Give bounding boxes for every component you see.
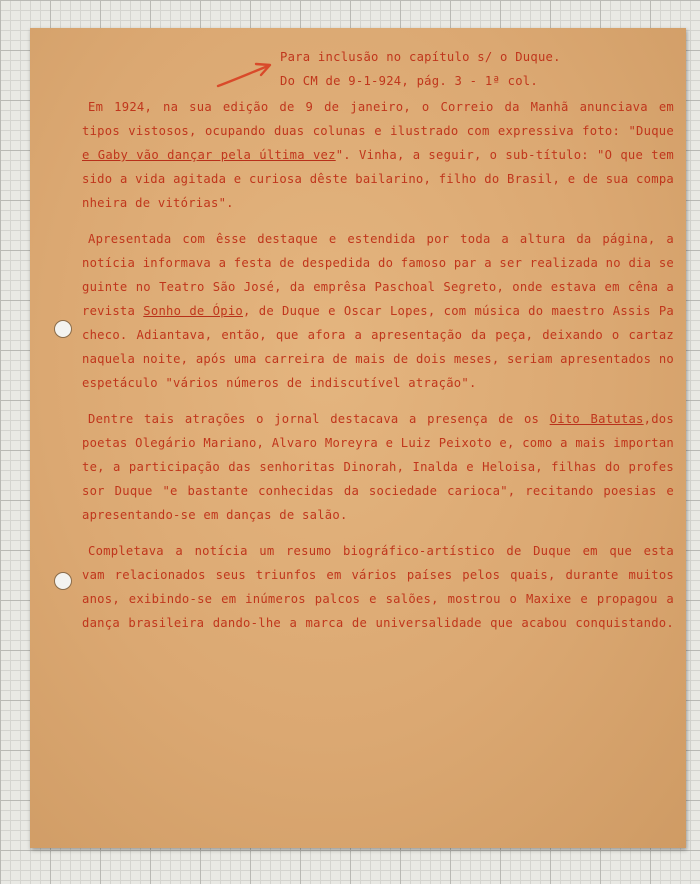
paragraph-4-line: vam relacionados seus triunfos em vários países pelos quais, durante muitos [82, 568, 674, 582]
paragraph-3-line: sor Duque "e bastante conhecidas da sociedade carioca", recitando poesias e [82, 484, 674, 498]
paragraph-3-line: apresentando-se em danças de salão. [82, 508, 348, 522]
paragraph-2-line: Apresentada com êsse destaque e estendida por toda a altura da página, a [88, 232, 674, 246]
paragraph-2-line: checo. Adiantava, então, que afora a apresentação da peça, deixando o cartaz [82, 328, 674, 342]
paragraph-1-line: sido a vida agitada e curiosa dêste bailarino, filho do Brasil, e de sua compa [82, 172, 674, 186]
typed-page [30, 28, 686, 848]
paragraph-3-line: te, a participação das senhoritas Dinorah, Inalda e Heloisa, filhas do profes [82, 460, 674, 474]
paragraph-2-line: guinte no Teatro São José, da emprêsa Paschoal Segreto, onde estava em cêna a [82, 280, 674, 294]
paragraph-2-line: revista Sonho de Ópio, de Duque e Oscar Lopes, com música do maestro Assis Pa [82, 304, 675, 318]
punch-hole [54, 320, 72, 338]
punch-hole [54, 572, 72, 590]
paragraph-3-line: poetas Olegário Mariano, Alvaro Moreyra e Luiz Peixoto e, como a mais importan [82, 436, 674, 450]
paragraph-2-line: notícia informava a festa de despedida do famoso par a ser realizada no dia se [82, 256, 674, 270]
paragraph-4-line: anos, exibindo-se em inúmeros palcos e salões, mostrou o Maxixe e propagou a [82, 592, 674, 606]
paragraph-1-line: nheira de vitórias". [82, 196, 234, 210]
paragraph-2-line: espetáculo "vários números de indiscutível atração". [82, 376, 477, 390]
paragraph-3-line: Dentre tais atrações o jornal destacava a presença de os Oito Batutas,dos [88, 412, 674, 426]
show-title: Sonho de Ópio [143, 304, 244, 318]
paragraph-4-line: Completava a notícia um resumo biográfico-artístico de Duque em que esta [88, 544, 674, 558]
header-source: Do CM de 9-1-924, pág. 3 - 1ª col. [280, 74, 538, 88]
paragraph-1-line: e Gaby vão dançar pela última vez". Vinha, a seguir, o sub-título: "O que tem [82, 148, 674, 162]
headline-quote: e Gaby vão dançar pela última vez [82, 148, 336, 162]
paragraph-2-line: naquela noite, após uma carreira de mais de dois meses, seriam apresentados no [82, 352, 674, 366]
paragraph-1-line: tipos vistosos, ocupando duas colunas e ilustrado com expressiva foto: "Duque [82, 124, 674, 138]
paragraph-4-line: dança brasileira dando-lhe a marca de universalidade que acabou conquistando. [82, 616, 674, 630]
paragraph-1-line: Em 1924, na sua edição de 9 de janeiro, o Correio da Manhã anunciava em [88, 100, 674, 114]
band-name: Oito Batutas [549, 412, 644, 426]
arrow-icon [214, 58, 276, 90]
header-note: Para inclusão no capítulo s/ o Duque. [280, 50, 561, 64]
